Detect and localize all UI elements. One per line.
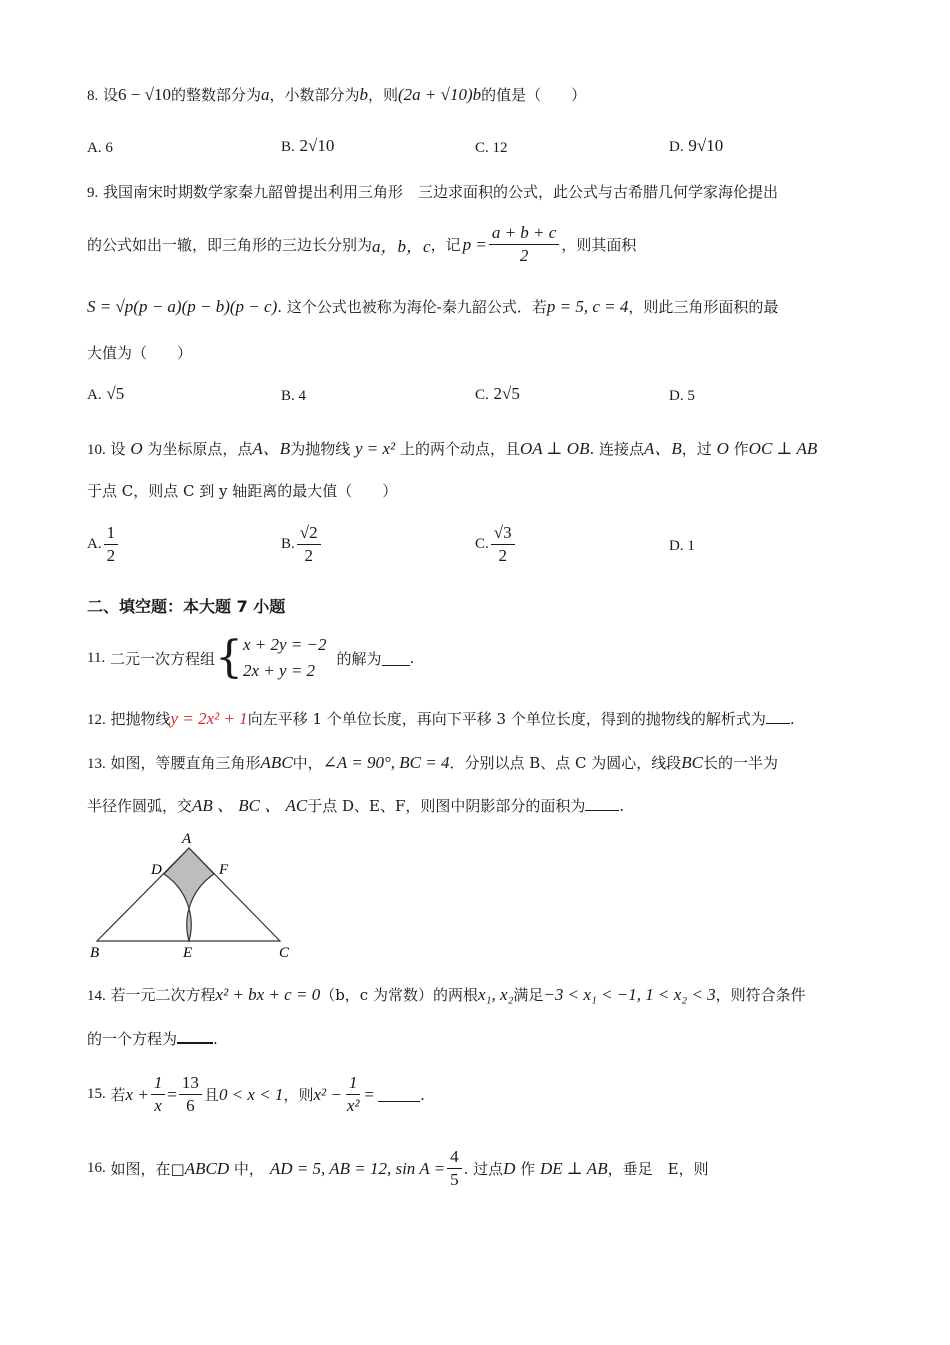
answer-blank-12[interactable]: [766, 709, 790, 724]
q9-option-a[interactable]: A. √5: [87, 384, 125, 403]
question-13-line-2: 半径作圆弧，交AB 、 BC 、 AC于点 D、E、F，则图中阴影部分的面积为 .: [87, 796, 625, 815]
question-9-line-4: 大值为（ ）: [87, 344, 193, 362]
equation-system: x + 2y = −2 2x + y = 2: [243, 635, 327, 680]
label-f: F: [219, 862, 229, 878]
q8-option-a[interactable]: A. 6: [87, 140, 113, 156]
question-13-line-1: 13. 如图，等腰直角三角形ABC中，∠A = 90°, BC = 4．分别以点 B、点 C 为圆心，线段BC长的一半为: [87, 753, 779, 772]
triangle-figure: [85, 828, 300, 963]
q8-option-b[interactable]: B. 2√10: [281, 136, 335, 155]
q8-option-c[interactable]: C. 12: [475, 140, 508, 156]
q10-option-b[interactable]: B. $\frac{√2}{2}$: [281, 522, 323, 567]
q9-option-b[interactable]: B. 4: [281, 388, 307, 404]
p-fraction: $\frac{a + b + c}{2}$: [489, 222, 560, 267]
label-a: A: [182, 831, 192, 847]
shaded-region: [164, 848, 214, 941]
question-10-line-2: 于点 C，则点 C 到 y 轴距离的最大值（ ）: [87, 482, 398, 500]
question-9-line-3: S = √p(p − a)(p − b)(p − c). 这个公式也被称为海伦-秦九韶公式．若p = 5, c = 4，则此三角形面积的最: [87, 297, 779, 316]
question-9-line-1: 9. 我国南宋时期数学家秦九韶曾提出利用三角形 三边求面积的公式，此公式与古希腊几何学家海伦提出: [87, 183, 779, 201]
question-14-line-2: 的一个方程为 .: [87, 1030, 218, 1048]
q10-option-c[interactable]: C. $\frac{√3}{2}$: [475, 522, 517, 567]
q10-option-d[interactable]: D. 1: [669, 538, 695, 554]
red-function: y = 2x² + 1: [170, 709, 248, 728]
question-8: 8. 设6 − √10的整数部分为a，小数部分为b，则(2a + √10)b的值是（ ）: [87, 85, 587, 104]
q9-option-d[interactable]: D. 5: [669, 388, 695, 404]
q9-option-c[interactable]: C. 2√5: [475, 384, 520, 403]
answer-blank-15[interactable]: [378, 1087, 420, 1102]
question-14-line-1: 14. 若一元二次方程x² + bx + c = 0（b，c 为常数）的两根x₁, x₂满足−3 < x₁ < −1, 1 < x₂ < 3，则符合条件: [87, 985, 806, 1004]
answer-blank-14[interactable]: [177, 1028, 213, 1044]
section-2-heading: 二、填空题：本大题 7 小题: [87, 597, 286, 616]
question-11: 11. 二元一次方程组 { x + 2y = −2 2x + y = 2 的解为 .: [87, 632, 415, 683]
label-e: E: [183, 945, 193, 961]
label-c: C: [279, 945, 290, 961]
left-brace: {: [215, 632, 243, 683]
question-16: 16. 如图，在□ ABCD 中， AD = 5, AB = 12, sin A = $\frac{4}{5}$ . 过点 D 作 DE ⊥ AB ，垂足 E，则: [87, 1147, 709, 1189]
question-12: 12. 把抛物线y = 2x² + 1向左平移 1 个单位长度，再向下平移 3 个单位长度，得到的抛物线的解析式为 .: [87, 709, 795, 728]
answer-blank-11[interactable]: [382, 651, 410, 666]
q10-option-a[interactable]: A. $\frac{1}{2}$: [87, 522, 120, 567]
question-10-line-1: 10. 设 O 为坐标原点，点A、B为抛物线 y = x² 上的两个动点，且OA ⊥ OB. 连接点A、B，过 O 作OC ⊥ AB: [87, 439, 818, 458]
question-9-line-2: 的公式如出一辙，即三角形的三边长分别为 a，b，c ，记 p = $\frac{a + b + c}{2}$ ，则其面积: [87, 223, 637, 265]
q8-option-d[interactable]: D. 9√10: [669, 136, 724, 155]
answer-blank-13[interactable]: [585, 796, 619, 811]
question-15: 15. 若 x + $\frac{1}{x}$ = $\frac{13}{6}$ 且 0 < x < 1 ，则 x² − $\frac{1}{\text{x²}}$ = .: [87, 1073, 425, 1115]
label-d: D: [151, 862, 162, 878]
label-b: B: [90, 945, 100, 961]
